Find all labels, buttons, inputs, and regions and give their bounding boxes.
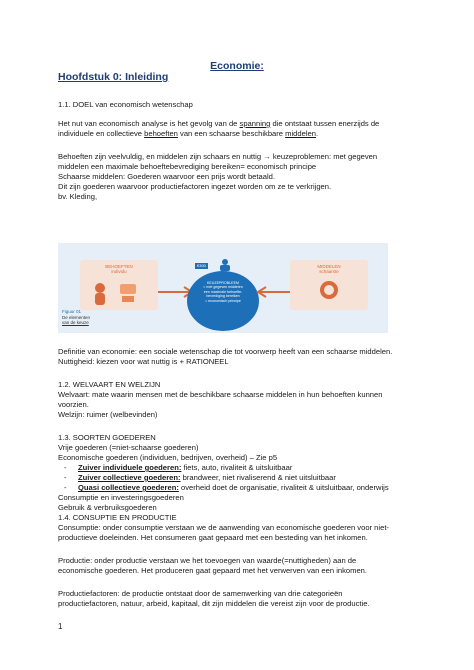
- paragraph-line: Nuttigheid: kiezen voor wat nuttig is + RATIONEEL: [58, 357, 229, 366]
- paragraph-line: middelen een maximale behoeftebevrediging bereiken= economisch principe: [58, 162, 317, 171]
- paragraph-line: Consumptie: onder consumptie verstaan we de aanwending van economische goederen voor niet-: [58, 523, 389, 532]
- bullet-dash: -: [64, 473, 67, 482]
- document-title: Economie:: [210, 60, 264, 72]
- paragraph-line: Consumptie en investeringsgoederen: [58, 493, 184, 502]
- section-heading-1-4: 1.4. CONSUPTIE EN PRODUCTIE: [58, 513, 177, 522]
- paragraph-line: Schaarse middelen: Goederen waarvoor een prijs wordt betaald.: [58, 172, 275, 181]
- section-heading-1-1: 1.1. DOEL van economisch wetenschap: [58, 100, 193, 109]
- list-item: Quasi collectieve goederen: overheid doet de organisatie, rivaliteit & uitsluitbaar, onderwijs: [78, 483, 389, 492]
- hands-icon: [290, 260, 368, 310]
- paragraph-line: Welzijn: ruimer (welbevinden): [58, 410, 158, 419]
- behoeften-panel: [80, 260, 158, 310]
- paragraph-line: economische goederen. Het produceren gaat gepaard met het verwerven van een inkomen.: [58, 566, 368, 575]
- figure-caption: Figuur 01 De elementen van de keuze: [62, 309, 91, 325]
- paragraph-line: Behoeften zijn veelvuldig, en middelen zijn schaars en nuttig → keuzeproblemen: met gegeven: [58, 152, 378, 161]
- person-icon: [214, 259, 236, 271]
- middelen-label: MIDDELEN schaarste: [317, 264, 341, 274]
- paragraph-line: Dit zijn goederen waarvoor productiefactoren ingezet worden om ze te verkrijgen.: [58, 182, 332, 191]
- paragraph-line: Vrije goederen (=niet-schaarse goederen): [58, 443, 199, 452]
- paragraph-line: bv. Kleding,: [58, 192, 98, 201]
- list-item: Zuiver individuele goederen: fiets, auto, rivaliteit & uitsluitbaar: [78, 463, 293, 472]
- list-item: Zuiver collectieve goederen: brandweer, niet rivaliserend & niet uitsluitbaar: [78, 473, 336, 482]
- keuzeprobleem-text: KEUZEPROBLEEM = met gegeven middelen een maximale behoefte- bevrediging bereiken = economisch principe: [203, 281, 243, 303]
- paragraph-line: productiefactoren, natuur, arbeid, kapitaal, dit zijn middelen die vereist zijn voor de productie.: [58, 599, 370, 608]
- section-heading-1-3: 1.3. SOORTEN GOEDEREN: [58, 433, 156, 442]
- paragraph-line: Definitie van economie: een sociale wetenschap die tot voorwerp heeft van een schaarse middelen.: [58, 347, 393, 356]
- paragraph-line: Productiefactoren: de productie ontstaat door de samenwerking van drie categorieën: [58, 589, 343, 598]
- paragraph-line: productieve doeleinden. Het consumeren gaat gepaard met een besteding van het inkomen.: [58, 533, 368, 542]
- section-heading-1-2: 1.2. WELVAART EN WELZIJN: [58, 380, 161, 389]
- behoeften-label: BEHOEFTEN individu: [105, 264, 133, 274]
- chapter-heading: Hoofdstuk 0: Inleiding: [58, 71, 169, 83]
- bullet-dash: -: [64, 463, 67, 472]
- middelen-panel: [290, 260, 368, 310]
- price-tag: €300: [197, 263, 206, 268]
- people-icon: [80, 260, 158, 310]
- paragraph-line: Gebruik & verbruiksgoederen: [58, 503, 157, 512]
- page-number: 1: [58, 622, 63, 631]
- paragraph-line: Economische goederen (individuen, bedrijven, overheid) – Zie p5: [58, 453, 278, 462]
- paragraph-line: individuele en collectieve behoeften van een schaarse beschikbare middelen.: [58, 129, 319, 138]
- paragraph-line: voorzien.: [58, 400, 89, 409]
- paragraph-line: Productie: onder productie verstaan we het toevoegen van waarde(=nuttigheden) aan de: [58, 556, 357, 565]
- paragraph-line: Welvaart: mate waarin mensen met de beschikbare schaarse middelen in hun behoeften kunnen: [58, 390, 383, 399]
- keuze-figure: [58, 243, 388, 333]
- arrow-right-icon: [254, 285, 294, 299]
- bullet-dash: -: [64, 483, 67, 492]
- paragraph-line: Het nut van economisch analyse is het gevolg van de spanning die ontstaat tussen enerzijds de: [58, 119, 380, 128]
